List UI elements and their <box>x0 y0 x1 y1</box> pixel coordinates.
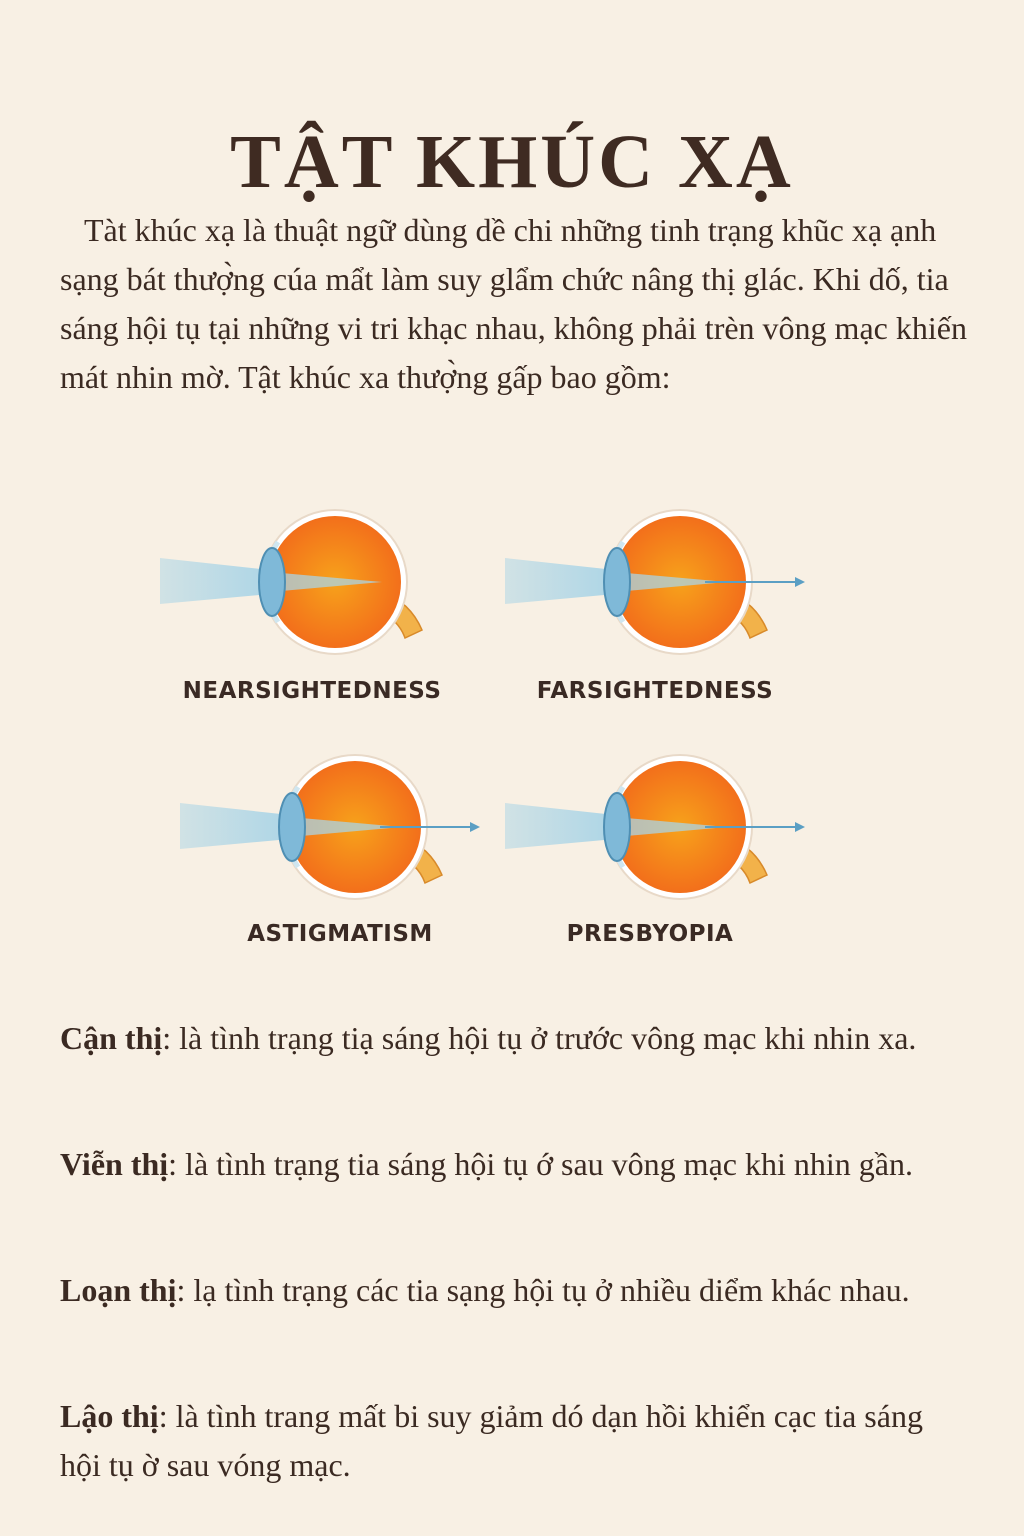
definition-term: Viễn thị <box>60 1146 169 1182</box>
page-title: TẬT KHÚC XẠ <box>230 119 794 204</box>
lens-shape <box>279 793 305 861</box>
definition-loan-thi <box>60 1266 970 1315</box>
eye-diagram-farsightedness <box>505 500 805 700</box>
label-astigmatism: ASTIGMATISM <box>247 921 433 947</box>
presbyopia-eye-icon <box>505 745 815 925</box>
definition-term: Lậo thị <box>60 1398 159 1434</box>
light-beam-in <box>180 803 290 849</box>
lens-shape <box>259 548 285 616</box>
definition-text: : là tình trạng tiạ sáng hội tụ ở trước vông mạc khi nhin xa. <box>162 1020 917 1056</box>
eye-diagram-astigmatism <box>180 745 480 945</box>
eye-diagram-nearsightedness <box>160 500 460 700</box>
light-beam-in <box>505 803 615 849</box>
label-presbyopia: PRESBYOPIA <box>566 921 734 947</box>
definition-term: Loạn thị <box>60 1272 177 1308</box>
definition-lao-thi <box>60 1392 970 1490</box>
light-beam-in <box>160 558 270 604</box>
lens-shape <box>604 793 630 861</box>
farsighted-eye-icon <box>505 500 815 680</box>
definition-text: : là tình trạng tia sáng hội tụ ớ sau vông mạc khi nhin gần. <box>168 1146 913 1182</box>
label-nearsightedness: NEARSIGHTEDNESS <box>182 678 442 704</box>
eye-diagram-presbyopia <box>505 745 805 945</box>
definition-text: : lạ tình trạng các tia sạng hội tụ ở nhiều diểm khác nhau. <box>176 1272 910 1308</box>
arrow-head <box>470 822 480 832</box>
label-farsightedness: FARSIGHTEDNESS <box>536 678 774 704</box>
lens-shape <box>604 548 630 616</box>
arrow-head <box>795 822 805 832</box>
definition-vien-thi <box>60 1140 970 1189</box>
arrow-head <box>795 577 805 587</box>
definition-can-thi <box>60 1014 970 1063</box>
definition-text: : là tình trang mất bi suy giảm dó dạn hồi khiển cạc tia sáng hội tụ ờ sau vóng mạc. <box>60 1398 923 1483</box>
intro-paragraph: Tàt khúc xạ là thuật ngữ dùng dề chi những tinh trạng khũc xạ ạnh sạng bát thượ̀ng cúa mẩt làm suy glẩm chức nâng thị glác. Khi dố, tia sáng hội tụ tại những vi tri khạc nhau, không phải trèn vông mạc khiến mát nhin mờ. Tật khúc xa thượ̀ng gấp bao gồm: <box>60 212 967 395</box>
astigmatism-eye-icon <box>180 745 480 925</box>
nearsighted-eye-icon <box>160 500 460 680</box>
definition-term: Cận thị <box>60 1020 163 1056</box>
light-beam-in <box>505 558 615 604</box>
